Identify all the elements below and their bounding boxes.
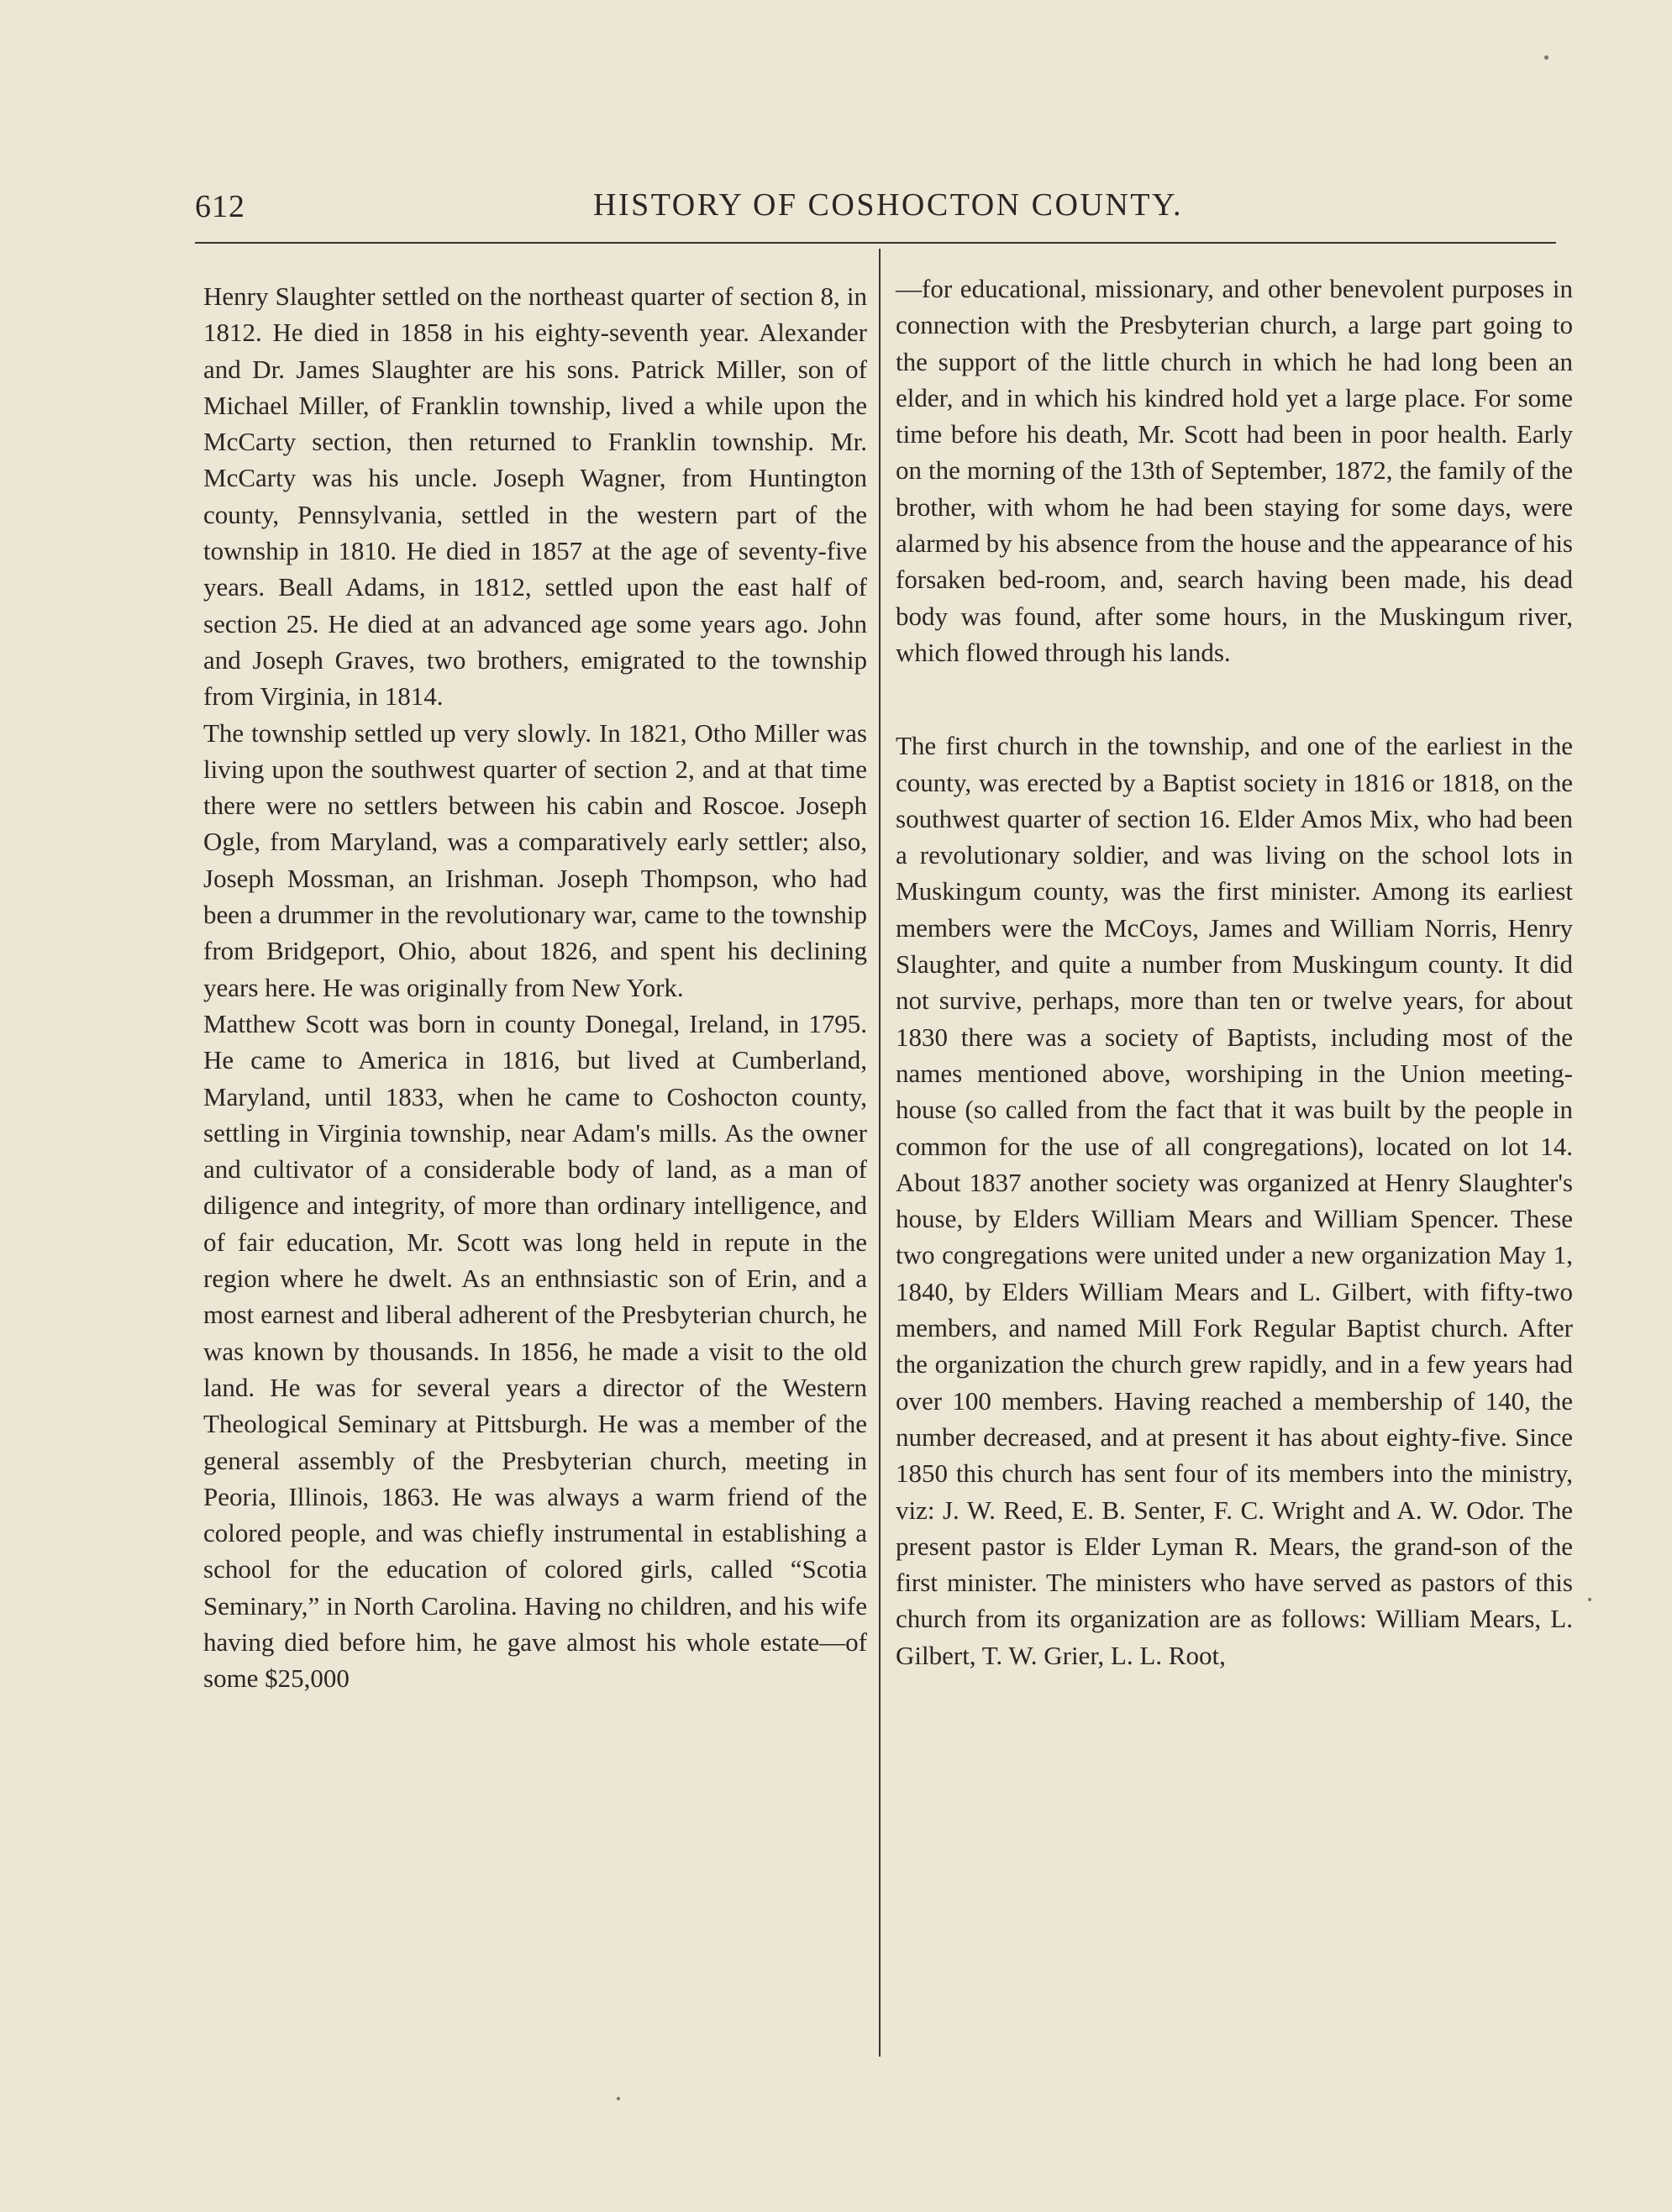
- left-column: [203, 278, 867, 1697]
- running-title: HISTORY OF COSHOCTON COUNTY.: [593, 187, 1184, 223]
- paper-speck: [1588, 1598, 1591, 1601]
- page-number: 612: [195, 189, 245, 224]
- header-rule: [195, 242, 1556, 244]
- right-column: [896, 271, 1573, 1673]
- column-divider: [879, 249, 881, 2057]
- paragraph: The first church in the township, and one of the earliest in the county, was erected by a Baptist society in 1816 or 1818, on the southwest quarter of section 16. Elder Amos Mix, who had been a revolutionary soldier, and was living on the school lots in Muskingum county, was the first minister. Among its earliest members were the McCoys, James and William Norris, Henry Slaughter, and quite a number from Muskingum county. It did not survive, perhaps, more than ten or twelve years, for about 1830 there was a society of Baptists, including most of the names mentioned above, worshiping in the Union meeting-house (so called from the fact that it was built by the people in common for the use of all congregations), located on lot 14. About 1837 another society was organized at Henry Slaughter's house, by Elders William Mears and William Spencer. These two congregations were united under a new organization May 1, 1840, by Elders William Mears and L. Gilbert, with fifty-two members, and named Mill Fork Regular Baptist church. After the organization the church grew rapidly, and in a few years had over 100 members. Having reached a membership of 140, the number decreased, and at present it has about eighty-five. Since 1850 this church has sent four of its members into the ministry, viz: J. W. Reed, E. B. Senter, F. C. Wright and A. W. Odor. The present pastor is Elder Lyman R. Mears, the grand-son of the first minister. The ministers who have served as pastors of this church from its organization are as follows: William Mears, L. Gilbert, T. W. Grier, L. L. Root,: [896, 731, 1573, 1670]
- paragraph: Henry Slaughter settled on the northeast quarter of section 8, in 1812. He died in 1858 in his eighty-seventh year. Alexander and Dr. James Slaughter are his sons. Patrick Miller, son of Michael Miller, of Franklin township, lived a while upon the McCarty section, then returned to Franklin township. Mr. McCarty was his uncle. Joseph Wagner, from Huntington county, Pennsylvania, settled in the western part of the township in 1810. He died in 1857 at the age of seventy-five years. Beall Adams, in 1812, settled upon the east half of section 25. He died at an advanced age some years ago. John and Joseph Graves, two brothers, emigrated to the township from Virginia, in 1814.: [203, 281, 867, 712]
- paragraph: —for educational, missionary, and other benevolent purposes in connection with the Presbyterian church, a large part going to the support of the little church in which he had long been an elder, and in which his kindred hold yet a large place. For some time before his death, Mr. Scott had been in poor health. Early on the morning of the 13th of September, 1872, the family of the brother, with whom he had been staying for some days, were alarmed by his absence from the house and the appearance of his forsaken bed-room, and, search having been made, his dead body was found, after some hours, in the Muskingum river, which flowed through his lands.: [896, 274, 1573, 667]
- paragraph-gap: [896, 670, 1573, 728]
- paragraph: The township settled up very slowly. In 1821, Otho Miller was living upon the southwest quarter of section 2, and at that time there were no settlers between his cabin and Roscoe. Joseph Ogle, from Maryland, was a comparatively early settler; also, Joseph Mossman, an Irishman. Joseph Thompson, who had been a drummer in the revolutionary war, came to the township from Bridgeport, Ohio, about 1826, and spent his declining years here. He was originally from New York.: [203, 717, 867, 1002]
- paper-speck: [617, 2097, 620, 2100]
- paper-speck: [1544, 55, 1548, 60]
- paragraph: Matthew Scott was born in county Donegal, Ireland, in 1795. He came to America in 1816, but lived at Cumberland, Maryland, until 1833, when he came to Coshocton county, settling in Virginia township, near Adam's mills. As the owner and cultivator of a considerable body of land, as a man of diligence and integrity, of more than ordinary intelligence, and of fair education, Mr. Scott was long held in repute in the region where he dwelt. As an enthnsiastic son of Erin, and a most earnest and liberal adherent of the Presbyterian church, he was known by thousands. In 1856, he made a visit to the old land. He was for several years a director of the Western Theological Seminary at Pittsburgh. He was a member of the general assembly of the Presbyterian church, meeting in Peoria, Illinois, 1863. He was always a warm friend of the colored people, and was chiefly instrumental in establishing a school for the education of colored girls, called “Scotia Seminary,” in North Carolina. Having no children, and his wife having died before him, he gave almost his whole estate—of some $25,000: [203, 1008, 867, 1694]
